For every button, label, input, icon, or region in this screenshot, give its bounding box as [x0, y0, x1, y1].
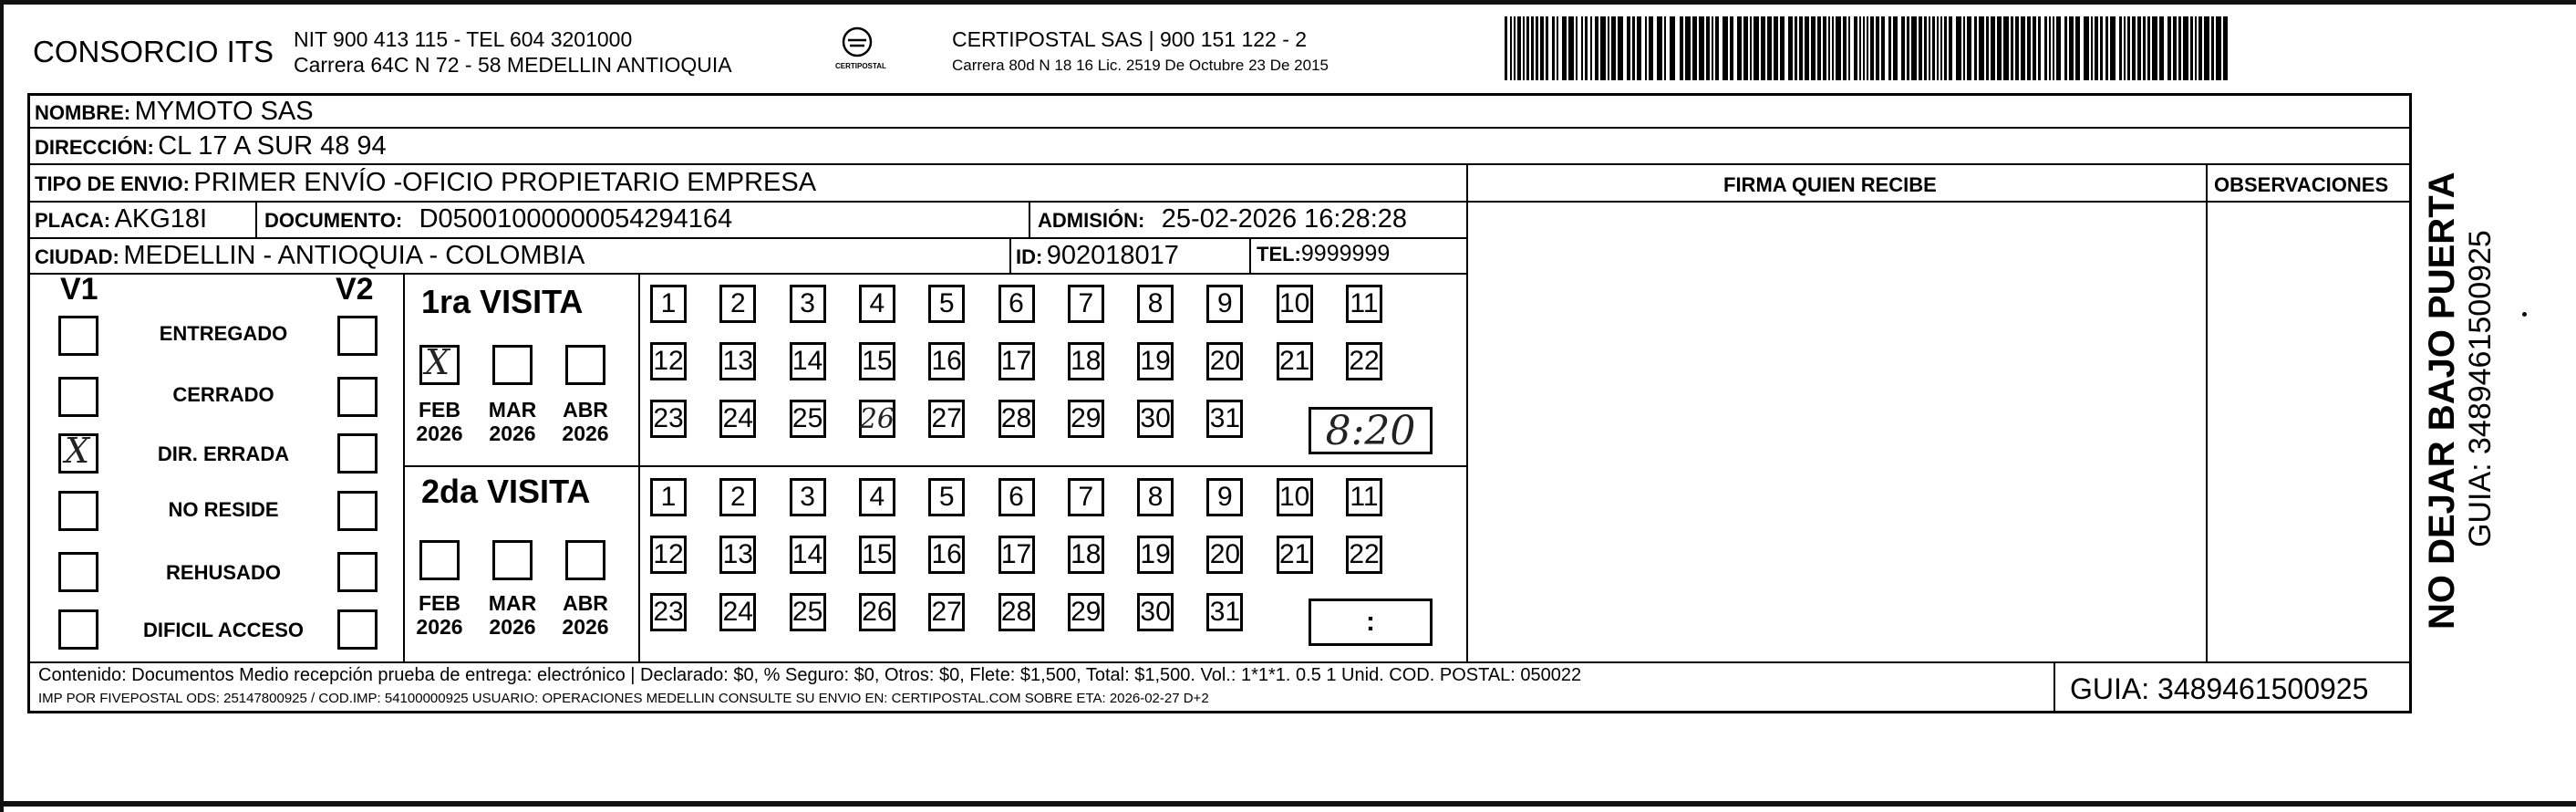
- barcode-bar: [2027, 16, 2031, 80]
- scan-edge-left: [0, 0, 4, 812]
- barcode-bar: [1932, 16, 1935, 80]
- barcode-bar: [1505, 16, 1507, 80]
- barcode-bar: [1937, 16, 1939, 80]
- visit2-day-15[interactable]: 15: [859, 536, 895, 574]
- v1-entregado-checkbox[interactable]: [58, 316, 98, 356]
- barcode-bar: [1600, 16, 1606, 80]
- visit2-day-2[interactable]: 2: [719, 478, 756, 516]
- barcode-bar: [1685, 16, 1691, 80]
- side-text-block: [2421, 82, 2498, 630]
- v1-no-reside-checkbox[interactable]: [58, 491, 98, 531]
- visit1-day-3[interactable]: 3: [790, 285, 826, 323]
- barcode-bar: [1940, 16, 1942, 80]
- visit1-feb-checkbox[interactable]: [419, 342, 460, 385]
- barcode-bar: [1552, 16, 1555, 80]
- barcode-bar: [2137, 16, 2141, 80]
- v2-entregado-checkbox[interactable]: [337, 316, 378, 356]
- barcode-bar: [1888, 16, 1891, 80]
- barcode-bar: [2053, 16, 2054, 80]
- barcode-bar: [2178, 16, 2181, 80]
- visit1-day-4[interactable]: 4: [859, 285, 895, 323]
- v2-dificil-acceso-checkbox[interactable]: [337, 609, 378, 650]
- visit1-day-10[interactable]: 10: [1277, 285, 1313, 323]
- observations-header: OBSERVACIONES: [2214, 173, 2389, 196]
- barcode-bar: [1767, 16, 1772, 80]
- visit2-day-27[interactable]: 27: [928, 593, 965, 631]
- barcode-bar: [1608, 16, 1609, 80]
- visit1-day-17[interactable]: 17: [998, 342, 1035, 380]
- v2-dir-errada-checkbox[interactable]: [337, 433, 378, 474]
- barcode-bar: [1531, 16, 1534, 80]
- visit2-day-1[interactable]: 1: [650, 478, 687, 516]
- barcode-bar: [1911, 16, 1917, 80]
- barcode-bar: [1867, 16, 1868, 80]
- barcode-bar: [1568, 16, 1574, 80]
- id-value: 902018017: [1046, 241, 1179, 270]
- reason-cerrado: CERRADO: [172, 383, 274, 406]
- barcode-bar: [1967, 16, 1971, 80]
- visit1-day-29[interactable]: 29: [1068, 400, 1104, 438]
- recipient-address: CL 17 A SUR 48 94: [158, 131, 387, 161]
- visit2-day-19[interactable]: 19: [1137, 536, 1174, 574]
- recipient-name: MYMOTO SAS: [134, 97, 314, 126]
- visit1-day-25[interactable]: 25: [790, 400, 826, 438]
- visit1-day-27[interactable]: 27: [928, 400, 965, 438]
- side-guia: GUIA: 3489461500925: [2463, 230, 2498, 547]
- side-notice: NO DEJAR BAJO PUERTA: [2422, 172, 2462, 630]
- v1-dificil-acceso-checkbox[interactable]: [58, 609, 98, 650]
- barcode-bar: [1788, 16, 1793, 80]
- barcode-bar: [1562, 16, 1567, 80]
- barcode-bar: [1750, 16, 1752, 80]
- barcode-bar: [2183, 16, 2188, 80]
- barcode-bar: [1517, 16, 1521, 80]
- barcode-bar: [1907, 16, 1909, 80]
- barcode-bar: [2095, 16, 2098, 80]
- barcode-bar: [2064, 16, 2067, 80]
- barcode-bar: [2038, 16, 2041, 80]
- visit1-day-15[interactable]: 15: [859, 342, 895, 380]
- city-value: MEDELLIN - ANTIOQUIA - COLOMBIA: [123, 241, 585, 270]
- barcode-bar: [2211, 16, 2214, 80]
- barcode-bar: [1876, 16, 1879, 80]
- barcode-bar: [2084, 16, 2089, 80]
- barcode-bar: [2003, 16, 2009, 80]
- visit2-month-feb: FEB 2026: [416, 591, 463, 639]
- v1-rehusado-checkbox[interactable]: [58, 552, 98, 592]
- reason-no-reside: NO RESIDE: [168, 498, 279, 521]
- document-row: DOCUMENTO: D05001000000054294164: [264, 204, 733, 234]
- visit1-day-1[interactable]: 1: [650, 285, 687, 323]
- visit1-title: 1ra VISITA: [421, 283, 584, 320]
- barcode-bar: [1949, 16, 1952, 80]
- visit1-mar-checkbox[interactable]: [492, 345, 533, 385]
- barcode-bar: [1699, 16, 1704, 80]
- visit2-day-5[interactable]: 5: [928, 478, 965, 516]
- barcode-bar: [1670, 16, 1675, 80]
- barcode-bar: [2044, 16, 2047, 80]
- barcode-bar: [1611, 16, 1616, 80]
- document-value: D05001000000054294164: [419, 204, 733, 234]
- visit2-day-25[interactable]: 25: [790, 593, 826, 631]
- barcode-bar: [1863, 16, 1865, 80]
- visit1-day-19[interactable]: 19: [1137, 342, 1174, 380]
- barcode-bar: [1944, 16, 1947, 80]
- visit1-day-23[interactable]: 23: [650, 400, 687, 438]
- barcode-bar: [1649, 16, 1653, 80]
- visit1-day-5[interactable]: 5: [928, 285, 965, 323]
- barcode-bar: [1706, 16, 1710, 80]
- barcode-bar: [2167, 16, 2171, 80]
- barcode-bar: [1590, 16, 1592, 80]
- v1-cerrado-checkbox[interactable]: [58, 377, 98, 417]
- visit2-day-23[interactable]: 23: [650, 593, 687, 631]
- visit1-day-21[interactable]: 21: [1277, 342, 1313, 380]
- barcode-bar: [1811, 16, 1816, 80]
- barcode-bar: [2198, 16, 2202, 80]
- barcode-bar: [1680, 16, 1683, 80]
- visit2-day-29[interactable]: 29: [1068, 593, 1104, 631]
- company-nit-tel: NIT 900 413 115 - TEL 604 3201000: [294, 27, 633, 51]
- barcode-bar: [1585, 16, 1588, 80]
- barcode-bar: [2143, 16, 2146, 80]
- barcode-bar: [2195, 16, 2197, 80]
- visit1-day-8[interactable]: 8: [1137, 285, 1174, 323]
- barcode-bar: [1901, 16, 1905, 80]
- barcode-bar: [2075, 16, 2080, 80]
- barcode-bar: [1715, 16, 1719, 80]
- visit1-day-9[interactable]: 9: [1206, 285, 1243, 323]
- v1-dir-errada-mark: X: [65, 431, 90, 471]
- admission-value: 25-02-2026 16:28:28: [1161, 204, 1408, 234]
- barcode-bar: [1618, 16, 1623, 80]
- visit1-day-26[interactable]: 26: [859, 400, 895, 438]
- visit1-time-box[interactable]: 8:20: [1309, 407, 1433, 454]
- barcode-bar: [1795, 16, 1797, 80]
- barcode-bar: [1799, 16, 1803, 80]
- reason-dir-errada: DIR. ERRADA: [157, 442, 290, 465]
- recipient-address-row: DIRECCIÓN: CL 17 A SUR 48 94: [35, 131, 387, 161]
- visit1-day-11[interactable]: 11: [1346, 285, 1382, 323]
- barcode-bar: [1805, 16, 1809, 80]
- barcode-bar: [1997, 16, 2002, 80]
- barcode-bar: [1836, 16, 1841, 80]
- barcode-bar: [1510, 16, 1512, 80]
- barcode-bar: [1974, 16, 1977, 80]
- barcode-bar: [1657, 16, 1662, 80]
- barcode-bar: [1637, 16, 1641, 80]
- barcode-bar: [1893, 16, 1898, 80]
- barcode-bar: [1664, 16, 1666, 80]
- company-name: CONSORCIO ITS: [33, 35, 274, 68]
- barcode-bar: [2204, 16, 2209, 80]
- barcode-bar: [1919, 16, 1922, 80]
- visit2-day-20[interactable]: 20: [1206, 536, 1243, 574]
- visit1-day-24[interactable]: 24: [719, 400, 756, 438]
- barcode-bar: [2091, 16, 2093, 80]
- barcode-bar: [1595, 16, 1598, 80]
- visit2-day-12[interactable]: 12: [650, 536, 687, 574]
- visit2-day-22[interactable]: 22: [1346, 536, 1382, 574]
- admission-row: ADMISIÓN: 25-02-2026 16:28:28: [1038, 204, 1408, 234]
- tel-value: 9999999: [1300, 241, 1391, 266]
- visit1-day-22[interactable]: 22: [1346, 342, 1382, 380]
- barcode-bar: [1854, 16, 1857, 80]
- visit2-day-14[interactable]: 14: [790, 536, 826, 574]
- visit2-time-box[interactable]: :: [1309, 599, 1433, 646]
- barcode-bar: [1743, 16, 1748, 80]
- v2-label: V2: [336, 272, 374, 307]
- barcode-bar: [1991, 16, 1995, 80]
- v2-rehusado-checkbox[interactable]: [337, 552, 378, 592]
- plate-value: AKG18I: [114, 204, 208, 234]
- visit2-day-3[interactable]: 3: [790, 478, 826, 516]
- visit1-abr-checkbox[interactable]: [565, 345, 605, 385]
- visit2-day-6[interactable]: 6: [998, 478, 1035, 516]
- visit1-day-28[interactable]: 28: [998, 400, 1035, 438]
- barcode-bar: [1730, 16, 1733, 80]
- visit1-feb-mark: X: [425, 342, 450, 382]
- barcode: [1505, 16, 2230, 80]
- shipment-type: PRIMER ENVÍO -OFICIO PROPIETARIO EMPRESA: [193, 168, 817, 197]
- barcode-bar: [1924, 16, 1927, 80]
- barcode-bar: [1514, 16, 1516, 80]
- company-address: Carrera 64C N 72 - 58 MEDELLIN ANTIOQUIA: [294, 53, 732, 77]
- visit2-feb-checkbox[interactable]: [419, 540, 460, 580]
- footer-contents: Contenido: Documentos Medio recepción prueba de entrega: electrónico | Declarado: $0, % Seguro: $0, Otros: $0, Flete: $1,500, Total: $1,500. Vol.: 1*1*1. 0.5 1 Unid. COD. POSTAL: 050022: [38, 665, 1582, 685]
- recipient-name-row: NOMBRE: MYMOTO SAS: [35, 97, 314, 126]
- visit2-day-4[interactable]: 4: [859, 478, 895, 516]
- barcode-bar: [2173, 16, 2177, 80]
- visit1-day-7[interactable]: 7: [1068, 285, 1104, 323]
- reason-entregado: ENTREGADO: [159, 322, 288, 345]
- barcode-bar: [2127, 16, 2130, 80]
- visit2-day-9[interactable]: 9: [1206, 478, 1243, 516]
- visit2-day-18[interactable]: 18: [1068, 536, 1104, 574]
- barcode-bar: [2216, 16, 2221, 80]
- visit2-abr-checkbox[interactable]: [565, 540, 605, 580]
- barcode-bar: [1712, 16, 1713, 80]
- id-row: ID: 902018017: [1016, 241, 1179, 270]
- visit1-day-14[interactable]: 14: [790, 342, 826, 380]
- v2-no-reside-checkbox[interactable]: [337, 491, 378, 531]
- barcode-bar: [1645, 16, 1647, 80]
- visit1-day-18[interactable]: 18: [1068, 342, 1104, 380]
- visit2-day-24[interactable]: 24: [719, 593, 756, 631]
- visit1-day-2[interactable]: 2: [719, 285, 756, 323]
- barcode-bar: [2223, 16, 2228, 80]
- visit1-day-30[interactable]: 30: [1137, 400, 1174, 438]
- barcode-bar: [2119, 16, 2122, 80]
- barcode-bar: [2110, 16, 2116, 80]
- barcode-bar: [2021, 16, 2025, 80]
- barcode-bar: [1540, 16, 1544, 80]
- barcode-bar: [1843, 16, 1847, 80]
- visit2-mar-checkbox[interactable]: [492, 540, 533, 580]
- barcode-bar: [1737, 16, 1742, 80]
- visit2-day-7[interactable]: 7: [1068, 478, 1104, 516]
- visit2-day-30[interactable]: 30: [1137, 593, 1174, 631]
- barcode-bar: [2152, 16, 2157, 80]
- visit2-day-13[interactable]: 13: [719, 536, 756, 574]
- visit2-day-10[interactable]: 10: [1277, 478, 1313, 516]
- barcode-bar: [1881, 16, 1885, 80]
- barcode-bar: [2147, 16, 2150, 80]
- barcode-bar: [1859, 16, 1861, 80]
- reason-dificil-acceso: DIFICIL ACCESO: [142, 619, 304, 641]
- barcode-bar: [1761, 16, 1765, 80]
- visit1-day-13[interactable]: 13: [719, 342, 756, 380]
- barcode-bar: [1774, 16, 1778, 80]
- city-row: CIUDAD: MEDELLIN - ANTIOQUIA - COLOMBIA: [35, 241, 585, 270]
- scan-speck: [2522, 312, 2527, 317]
- barcode-bar: [1526, 16, 1529, 80]
- visit2-month-mar: MAR 2026: [488, 591, 537, 639]
- barcode-bar: [2105, 16, 2108, 80]
- barcode-bar: [1576, 16, 1578, 80]
- barcode-bar: [2069, 16, 2074, 80]
- visit1-month-abr: ABR 2026: [562, 398, 609, 445]
- barcode-bar: [2015, 16, 2019, 80]
- visit1-day-31[interactable]: 31: [1206, 400, 1243, 438]
- visit1-month-feb: FEB 2026: [416, 398, 463, 445]
- footer-guia: GUIA: 3489461500925: [2070, 672, 2369, 705]
- barcode-bar: [1848, 16, 1850, 80]
- footer-imp: IMP POR FIVEPOSTAL ODS: 25147800925 / COD.IMP: 54100000925 USUARIO: OPERACIONES MEDELLIN CONSULTE SU ENVIO EN: CERTIPOSTAL.COM SOBRE ETA: 2026-02-27 D+2: [38, 691, 1209, 706]
- barcode-bar: [2100, 16, 2103, 80]
- visit2-day-11[interactable]: 11: [1346, 478, 1382, 516]
- v2-cerrado-checkbox[interactable]: [337, 377, 378, 417]
- certipostal-logo-text: CERTIPOSTAL: [835, 62, 886, 70]
- visit2-month-abr: ABR 2026: [562, 591, 609, 639]
- visit2-day-28[interactable]: 28: [998, 593, 1035, 631]
- barcode-bar: [1986, 16, 1989, 80]
- barcode-bar: [2124, 16, 2126, 80]
- visit2-day-26[interactable]: 26: [859, 593, 895, 631]
- reason-rehusado: REHUSADO: [166, 561, 281, 584]
- carrier-address: Carrera 80d N 18 16 Lic. 2519 De Octubre 23 De 2015: [952, 57, 1329, 74]
- barcode-bar: [2132, 16, 2136, 80]
- v1-label: V1: [60, 272, 98, 307]
- barcode-bar: [1817, 16, 1821, 80]
- v1-dir-errada-checkbox[interactable]: [58, 433, 98, 474]
- visit1-day-20[interactable]: 20: [1206, 342, 1243, 380]
- visit2-day-17[interactable]: 17: [998, 536, 1035, 574]
- barcode-bar: [1956, 16, 1961, 80]
- barcode-bar: [2056, 16, 2061, 80]
- barcode-bar: [1963, 16, 1965, 80]
- barcode-bar: [1632, 16, 1635, 80]
- barcode-bar: [1754, 16, 1759, 80]
- barcode-bar: [1828, 16, 1830, 80]
- barcode-bar: [1523, 16, 1525, 80]
- barcode-bar: [2049, 16, 2051, 80]
- barcode-bar: [1979, 16, 1984, 80]
- visit2-day-31[interactable]: 31: [1206, 593, 1243, 631]
- visit2-day-21[interactable]: 21: [1277, 536, 1313, 574]
- visit2-day-8[interactable]: 8: [1137, 478, 1174, 516]
- carrier-name: CERTIPOSTAL SAS | 900 151 122 - 2: [952, 27, 1308, 51]
- barcode-bar: [1870, 16, 1874, 80]
- barcode-bar: [1929, 16, 1930, 80]
- barcode-bar: [1627, 16, 1630, 80]
- shipment-type-row: TIPO DE ENVIO: PRIMER ENVÍO -OFICIO PROPIETARIO EMPRESA: [35, 168, 817, 197]
- barcode-bar: [1723, 16, 1728, 80]
- barcode-bar: [1832, 16, 1834, 80]
- barcode-bar: [2033, 16, 2036, 80]
- visit1-day-6[interactable]: 6: [998, 285, 1035, 323]
- barcode-bar: [1536, 16, 1538, 80]
- barcode-bar: [1546, 16, 1548, 80]
- visit1-month-mar: MAR 2026: [488, 398, 537, 445]
- visit1-day-16[interactable]: 16: [928, 342, 965, 380]
- barcode-bar: [1581, 16, 1583, 80]
- barcode-bar: [2011, 16, 2013, 80]
- tel-row: TEL:9999999: [1257, 241, 1391, 266]
- scan-edge-bottom: [0, 801, 2576, 807]
- barcode-bar: [1692, 16, 1697, 80]
- barcode-bar: [2190, 16, 2193, 80]
- barcode-bar: [1557, 16, 1558, 80]
- scan-edge-top: [0, 0, 2576, 5]
- visit1-day-12[interactable]: 12: [650, 342, 687, 380]
- signature-header: FIRMA QUIEN RECIBE: [1723, 173, 1937, 196]
- visit2-title: 2da VISITA: [421, 473, 591, 510]
- barcode-bar: [1823, 16, 1826, 80]
- barcode-bar: [2159, 16, 2164, 80]
- visit2-day-16[interactable]: 16: [928, 536, 965, 574]
- plate-row: PLACA: AKG18I: [35, 204, 208, 234]
- barcode-bar: [1780, 16, 1785, 80]
